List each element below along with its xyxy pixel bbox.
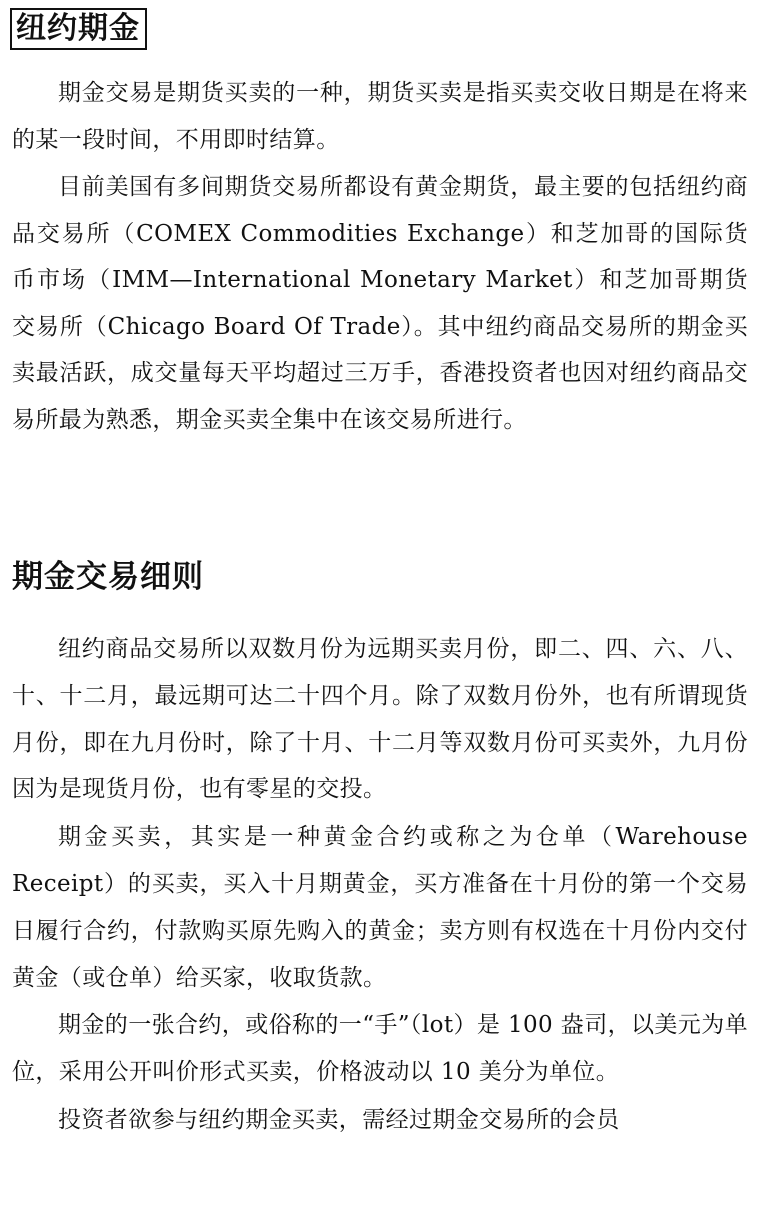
section-title-new-york-gold-futures: 纽约期金	[10, 8, 147, 50]
paragraph: 投资者欲参与纽约期金买卖，需经过期金交易所的会员	[58, 1106, 620, 1133]
section-new-york-gold-futures-body	[12, 70, 748, 444]
section-title-gold-futures-trading-rules: 期金交易细则	[12, 559, 204, 595]
paragraph: 期金的一张合约，或俗称的一“手”（lot）是 100 盎司，以美元为单位，采用公开叫价形式买卖，价格波动以 10 美分为单位。	[12, 1012, 748, 1086]
section-gold-futures-trading-rules-body	[12, 626, 748, 1145]
paragraph: 期金买卖，其实是一种黄金合约或称之为仓单（Warehouse Receipt）的买卖，买入十月期黄金，买方准备在十月份的第一个交易日履行合约，付款购买原先购入的黄金；卖方则有权选在十月份内交付黄金（或仓单）给买家，收取货款。	[12, 824, 748, 991]
paragraph: 纽约商品交易所以双数月份为远期买卖月份，即二、四、六、八、十、十二月，最远期可达二十四个月。除了双数月份外，也有所谓现货月份，即在九月份时，除了十月、十二月等双数月份可买卖外，九月份因为是现货月份，也有零星的交投。	[12, 636, 748, 803]
paragraph: 期金交易是期货买卖的一种，期货买卖是指买卖交收日期是在将来的某一段时间，不用即时结算。	[12, 80, 748, 153]
paragraph: 目前美国有多间期货交易所都设有黄金期货，最主要的包括纽约商品交易所（COMEX Commodities Exchange）和芝加哥的国际货币市场（IMM—International Monetary Market）和芝加哥期货交易所（Chicago Board Of Trade）。其中纽约商品交易所的期金买卖最活跃，成交量每天平均超过三万手，香港投资者也因对纽约商品交易所最为熟悉，期金买卖全集中在该交易所进行。	[12, 174, 748, 433]
